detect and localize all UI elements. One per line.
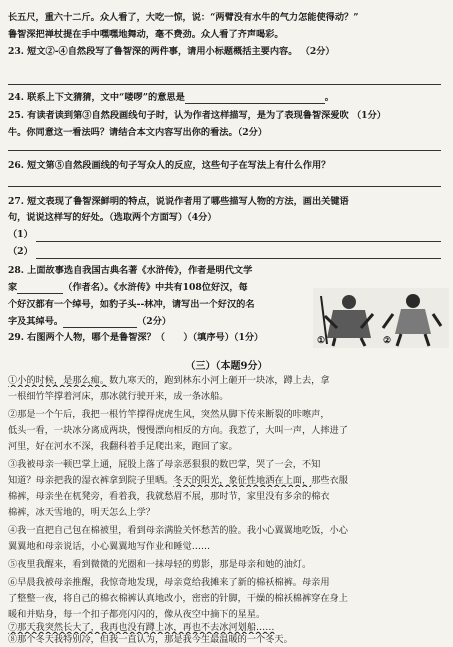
question-26: 26. 短文第⑤自然段画线的句子写众人的反应，这些句子在写法上有什么作用？	[8, 160, 331, 171]
answer-line[interactable]	[8, 84, 441, 85]
passage-line: ③我被母亲一顿巴掌上通，屁股上落了母亲恶狠狠的数巴掌，哭了一会，不知	[8, 459, 321, 470]
question-24: 24. 联系上下文猜猜，文中“喽啰”的意思是 。	[8, 92, 334, 103]
passage-line: 棉裤，冰天雪地的，明天怎么上学？	[8, 507, 155, 518]
figure-label-1: ①	[317, 336, 326, 346]
figure-label-2: ②	[383, 336, 392, 346]
answer-label-2: （2）	[8, 246, 33, 257]
answer-label-1: （1）	[8, 229, 33, 240]
passage-line: 低头一看，一块冰分离成两块，慢慢漂向相反的方向。我惹了，大叫一声，人摔进了	[8, 425, 348, 436]
passage-line: 一根细竹竿撑着河床，那冰就行驶开来，成一条冰船。	[8, 391, 229, 402]
passage-line: ⑦那天我突然长大了，我再也没有蹲上冰，再也不去冰河划船……	[8, 622, 275, 633]
passage-line: 棉裤，母亲坐在杌凳旁，看着我，我就愁眉不展，那时节，家里没有多余的棉衣	[8, 491, 330, 502]
passage-line: 长五尺，重六十二斤。众人看了，大吃一惊，说：“两臂没有水牛的气力怎能使得动？”	[8, 12, 359, 23]
passage-line: 了整整一夜，将自己的棉衣棉裤认真地改小，密密的针脚，干燥的棉袄棉裤穿在身上	[8, 593, 348, 604]
answer-line[interactable]	[36, 258, 441, 259]
answer-blank[interactable]	[185, 94, 325, 104]
question-28-cont: 家 （作者名）。《水浒传》中共有108位好汉，每	[8, 282, 248, 293]
answer-line[interactable]	[8, 186, 441, 187]
score-label: （1分）	[352, 110, 386, 121]
question-28-cont: 字及其绰号。 （2分）	[8, 316, 172, 327]
section-title: （三）（本题9分）	[185, 361, 268, 372]
answer-line[interactable]	[8, 150, 441, 151]
passage-line: ⑥早晨我被母亲推醒，我惊奇地发现，母亲竟给我摊来了新的棉袄棉裤。母亲用	[8, 577, 330, 588]
answer-blank[interactable]	[63, 318, 137, 328]
passage-line: 暖和并贴身，每一个扣子都亮闪闪的，像从夜空中摘下的星星。	[8, 609, 266, 620]
answer-line[interactable]	[36, 241, 441, 242]
passage-line: 河里，好在河水不深，我翻科着手足爬出来，跑回了家。	[8, 441, 238, 452]
question-28: 28. 上面故事选自我国古典名著《水浒传》，作者是明代文学	[8, 265, 253, 276]
character-illustration	[313, 288, 449, 348]
question-25-cont: 牛。你同意这一看法吗？请结合本文内容写出你的看法。（2分）	[8, 127, 268, 138]
question-27: 27. 短文表现了鲁智深鲜明的特点，说说作者用了哪些描写人物的方法，画出关键语	[8, 196, 349, 207]
question-23: 23. 短文②-④自然段写了鲁智深的两件事，请用小标题概括主要内容。 （2分）	[8, 46, 335, 57]
passage-line: 翼翼地和母亲说话，小心翼翼地写作业和睡觉……	[8, 541, 211, 552]
passage-line: ⑧那个冬天我特别冷，但我一直认为，那是我今生最温暖的一个冬天。	[8, 634, 293, 645]
question-28-cont: 个好汉都有一个绰号，如豹子头--林冲，请写出一个好汉的名	[8, 299, 255, 310]
passage-line: ②那是一个午后，我把一根竹竿撑得虎虎生风，突然从脚下传来断裂的咔嚓声，	[8, 409, 330, 420]
answer-blank[interactable]	[17, 284, 63, 294]
passage-line: 鲁智深把禅杖提在手中嘿嘿地舞动，毫不费劲。众人看了齐声喝彩。	[8, 29, 284, 40]
passage-line: ⑤夜里我醒来，看到微微的光圈和一抹母轻的剪影，那是母亲和她的油灯。	[8, 559, 312, 570]
question-25: 25. 有读者读到第③自然段画线句子时，认为作者这样描写，是为了表现鲁智深爱吹	[8, 110, 349, 121]
question-29: 29. 右图两个人物，哪个是鲁智深？（ ）（填序号）（1分）	[8, 332, 264, 343]
passage-line: ④我一直把自己包在棉被里，看到母亲满脸关怀愁苦的脸。我小心翼翼地吃饭，小心	[8, 525, 348, 536]
passage-line: ①小的时候，是那么痴。数九寒天的，跑到林东小河上砸开一块冰，蹲上去，拿	[8, 375, 330, 386]
question-27-cont: 句，说说这样写的好处。（选取两个方面写）（4分）	[8, 212, 217, 223]
passage-line: 知道？母亲把我的湿衣裤拿到院子里晒。冬天的阳光，象征性地洒在上面，那些衣服	[8, 475, 348, 486]
